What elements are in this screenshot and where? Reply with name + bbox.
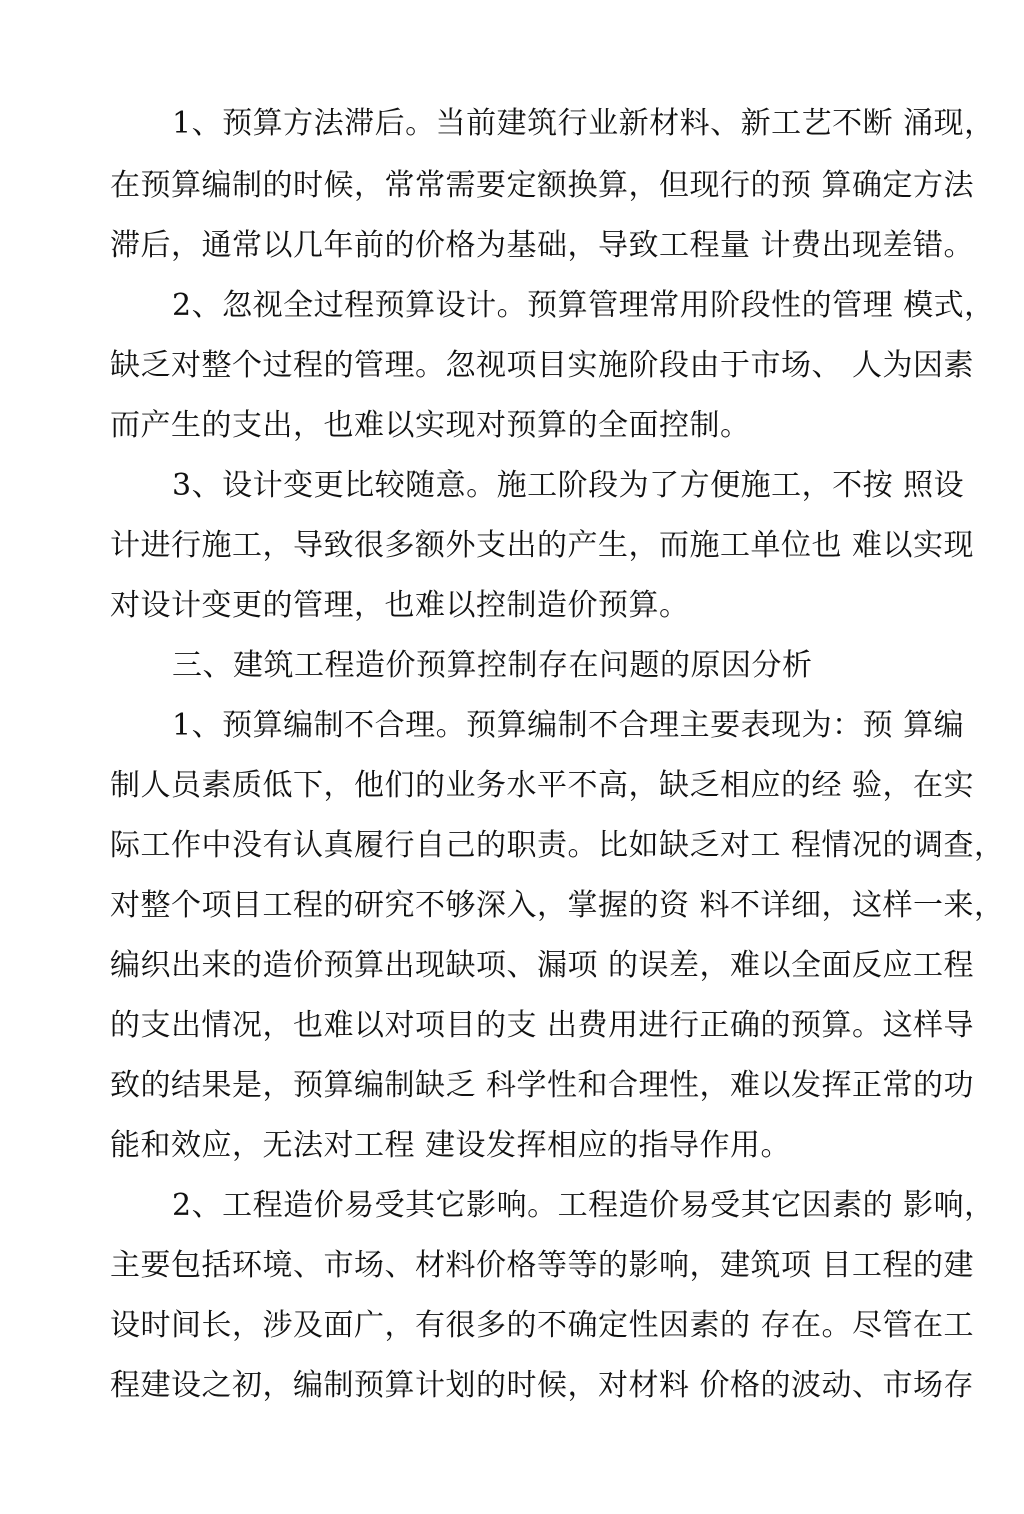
text-line: 主要包括环境、市场、材料价格等等的影响，建筑项 目工程的建: [110, 1248, 975, 1283]
text-line: 设时间长，涉及面广，有很多的不确定性因素的 存在。尽管在工: [110, 1308, 975, 1343]
text-line: 对整个项目工程的研究不够深入，掌握的资 料不详细，这样一来，: [110, 888, 1005, 923]
text-line: 编织出来的造价预算出现缺项、漏项 的误差，难以全面反应工程: [110, 948, 975, 983]
text-line: 的支出情况，也难以对项目的支 出费用进行正确的预算。这样导: [110, 1008, 975, 1043]
text-line: 1、预算方法滞后。当前建筑行业新材料、新工艺不断 涌现，: [172, 106, 995, 141]
text-line: 制人员素质低下，他们的业务水平不高，缺乏相应的经 验，在实: [110, 768, 975, 803]
text-line: 致的结果是，预算编制缺乏 科学性和合理性，难以发挥正常的功: [110, 1068, 975, 1103]
text-line: 1、预算编制不合理。预算编制不合理主要表现为：预 算编: [172, 708, 965, 743]
text-line: 缺乏对整个过程的管理。忽视项目实施阶段由于市场、 人为因素: [110, 348, 975, 383]
text-line: 能和效应，无法对工程 建设发挥相应的指导作用。: [110, 1128, 792, 1163]
text-line: 计进行施工，导致很多额外支出的产生，而施工单位也 难以实现: [110, 528, 975, 563]
text-line: 对设计变更的管理，也难以控制造价预算。: [110, 588, 690, 623]
text-line: 程建设之初，编制预算计划的时候，对材料 价格的波动、市场存: [110, 1368, 975, 1403]
section-heading: 三、建筑工程造价预算控制存在问题的原因分析: [172, 648, 813, 683]
text-line: 际工作中没有认真履行自己的职责。比如缺乏对工 程情况的调查，: [110, 828, 1005, 863]
text-line: 滞后，通常以几年前的价格为基础，导致工程量 计费出现差错。: [110, 228, 975, 263]
text-line: 3、设计变更比较随意。施工阶段为了方便施工，不按 照设: [172, 468, 965, 503]
text-line: 2、忽视全过程预算设计。预算管理常用阶段性的管理 模式，: [172, 288, 995, 323]
text-line: 在预算编制的时候，常常需要定额换算，但现行的预 算确定方法: [110, 168, 975, 203]
text-line: 2、工程造价易受其它影响。工程造价易受其它因素的 影响，: [172, 1188, 995, 1223]
text-line: 而产生的支出，也难以实现对预算的全面控制。: [110, 408, 751, 443]
